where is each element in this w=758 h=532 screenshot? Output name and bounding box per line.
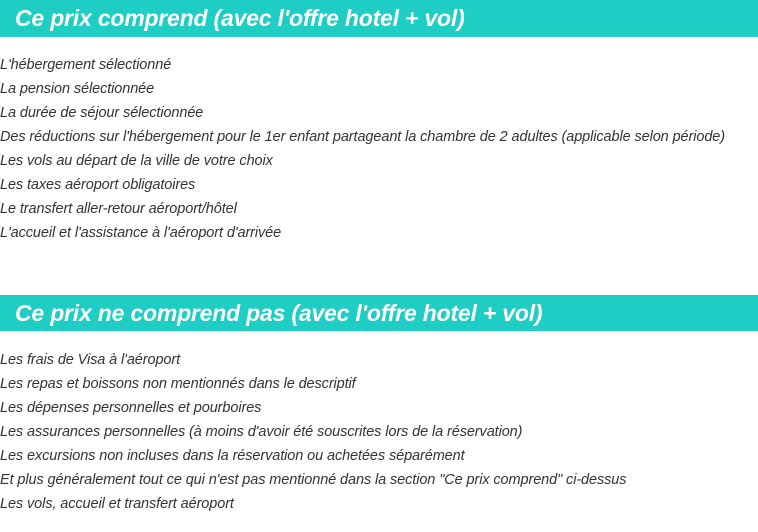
price-excludes-list <box>0 348 626 516</box>
list-item: Les dépenses personnelles et pourboires <box>0 400 262 416</box>
list-item: Les assurances personnelles (à moins d'avoir été souscrites lors de la réservation) <box>0 424 523 440</box>
list-item: La durée de séjour sélectionnée <box>0 105 204 121</box>
list-item: Le transfert aller-retour aéroport/hôtel <box>0 201 237 217</box>
list-item: Les taxes aéroport obligatoires <box>0 177 196 193</box>
list-item: Les frais de Visa à l'aéroport <box>0 352 181 368</box>
price-includes-heading: Ce prix comprend (avec l'offre hotel + vol) <box>0 0 758 37</box>
list-item: Les vols au départ de la ville de votre choix <box>0 153 273 169</box>
list-item: Les repas et boissons non mentionnés dans le descriptif <box>0 376 356 392</box>
price-excludes-heading: Ce prix ne comprend pas (avec l'offre hotel + vol) <box>0 295 758 331</box>
list-item: Les vols, accueil et transfert aéroport <box>0 496 234 512</box>
list-item: L'accueil et l'assistance à l'aéroport d'arrivée <box>0 225 282 241</box>
list-item: Et plus généralement tout ce qui n'est pas mentionné dans la section "Ce prix comprend" ci-dessus <box>0 472 627 488</box>
list-item: L'hébergement sélectionné <box>0 57 172 73</box>
list-item: Des réductions sur l'hébergement pour le 1er enfant partageant la chambre de 2 adultes (applicable selon période) <box>0 129 725 145</box>
list-item: Les excursions non incluses dans la réservation ou achetées séparément <box>0 448 465 464</box>
price-includes-list <box>0 53 725 245</box>
list-item: La pension sélectionnée <box>0 81 155 97</box>
